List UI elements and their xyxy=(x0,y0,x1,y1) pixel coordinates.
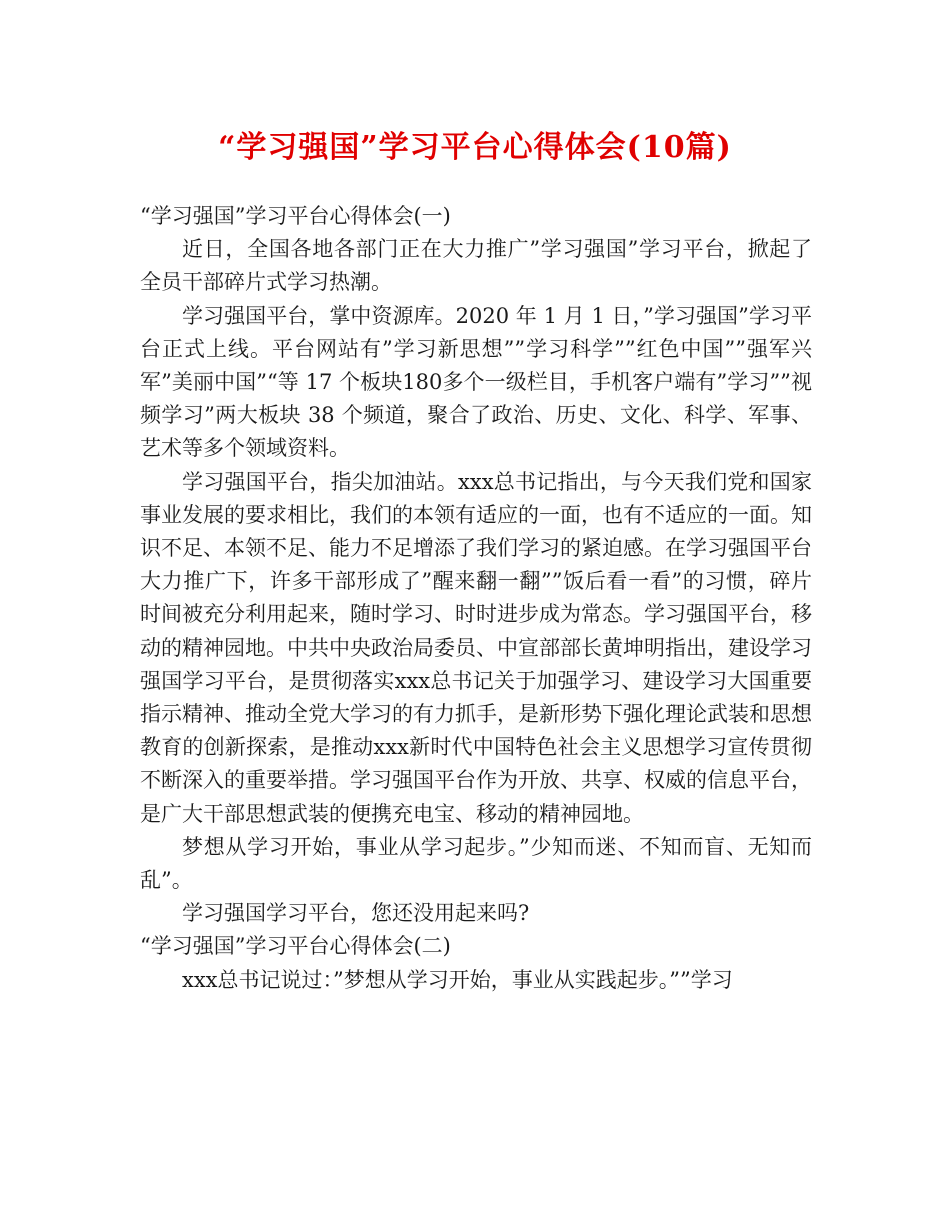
paragraph: xxx总书记说过：”梦想从学习开始，事业从实践起步。””学习 xyxy=(182,967,733,992)
paragraph: 梦想从学习开始，事业从学习起步。”少知而迷、不知而盲、无知而乱”。 xyxy=(140,834,812,893)
section-heading: “学习强国”学习平台心得体会(二) xyxy=(140,934,451,959)
paragraph: 近日，全国各地各部门正在大力推广”学习强国”学习平台，掀起了全员干部碎片式学习热潮。 xyxy=(140,237,812,295)
section-heading: “学习强国”学习平台心得体会(一) xyxy=(140,204,451,228)
paragraph: 学习强国学习平台，您还没用起来吗? xyxy=(182,901,530,926)
document-title: “学习强国”学习平台心得体会(10篇) xyxy=(218,130,732,165)
paragraph: 学习强国平台，掌中资源库。2020 年 1 月 1 日，”学习强国”学习平台正式上线。平台网站有”学习新思想””学习科学””红色中国””强军兴军”美丽中国”“等 17 个板块180多个一级栏目，手机客户端有”学习””视频学习”两大板块 38 个频道，聚合了政治、历史、文化、科学、军事、艺术等多个领域资料。 xyxy=(140,303,812,461)
paragraph: 学习强国平台，指尖加油站。xxx总书记指出，与今天我们党和国家事业发展的要求相比，我们的本领有适应的一面，也有不适应的一面。知识不足、本领不足、能力不足增添了我们学习的紧迫感。在学习强国平台大力推广下，许多干部形成了”醒来翻一翻””饭后看一看”的习惯，碎片时间被充分利用起来，随时学习、时时进步成为常态。学习强国平台，移动的精神园地。中共中央政治局委员、中宣部部长黄坤明指出，建设学习强国学习平台，是贯彻落实xxx总书记关于加强学习、建设学习大国重要指示精神、推动全党大学习的有力抓手，是新形势下强化理论武装和思想教育的创新探索，是推动xxx新时代中国特色社会主义思想学习宣传贯彻不断深入的重要举措。学习强国平台作为开放、共享、权威的信息平台，是广大干部思想武装的便携充电宝、移动的精神园地。 xyxy=(140,469,812,826)
document-body xyxy=(140,200,812,997)
